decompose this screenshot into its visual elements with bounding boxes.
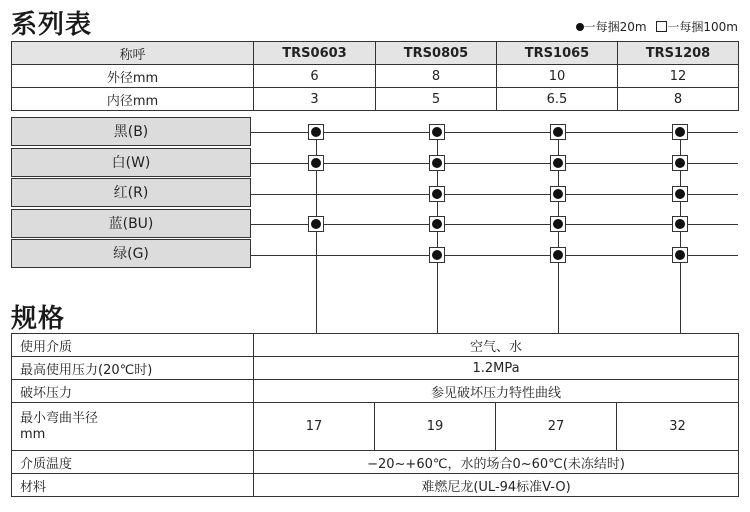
header-model-cell: TRS0603 (254, 42, 376, 65)
spec-row (12, 357, 739, 380)
table-cell: 6 (254, 65, 376, 88)
availability-dot-icon (672, 186, 688, 202)
row-label: 外径mm (12, 65, 254, 88)
open-square-icon (656, 21, 667, 32)
availability-dot-icon (308, 124, 324, 140)
spec-value: −20~+60℃，水的场合0~60℃(未冻结时) (254, 451, 739, 474)
spec-row (12, 380, 739, 403)
series-header-row (12, 42, 739, 65)
spec-label (12, 403, 254, 451)
spec-label: 最高使用压力(20℃时) (12, 357, 254, 380)
spec-value: 32 (617, 403, 739, 451)
availability-dot-icon (550, 216, 566, 232)
table-cell: 5 (376, 88, 497, 111)
table-cell: 8 (618, 88, 739, 111)
spec-row (12, 334, 739, 357)
availability-dot-icon (429, 216, 445, 232)
color-row-line (251, 194, 738, 195)
header-model-cell: TRS1065 (497, 42, 618, 65)
color-label: 白(W) (11, 148, 251, 177)
availability-dot-icon (429, 155, 445, 171)
spec-row (12, 451, 739, 474)
legend (576, 18, 738, 35)
header-model-cell: TRS1208 (618, 42, 739, 65)
spec-value: 空气、水 (254, 334, 739, 357)
spec-label: 材料 (12, 474, 254, 497)
availability-dot-icon (429, 124, 445, 140)
color-row-line (251, 132, 738, 133)
color-label: 红(R) (11, 178, 251, 207)
availability-dot-icon (672, 216, 688, 232)
legend-open-label: 一每捆100m (667, 20, 738, 34)
spec-label: 介质温度 (12, 451, 254, 474)
color-availability-grid (11, 117, 738, 271)
table-cell: 8 (376, 65, 497, 88)
series-table (11, 41, 739, 111)
specs-table (11, 333, 739, 497)
color-row-line (251, 163, 738, 164)
specs-title: 规格 (11, 304, 66, 334)
spec-label: 破坏压力 (12, 380, 254, 403)
availability-dot-icon (672, 155, 688, 171)
table-cell: 3 (254, 88, 376, 111)
row-label: 内径mm (12, 88, 254, 111)
series-table-title: 系列表 (11, 10, 93, 40)
color-row-line (251, 255, 738, 256)
availability-dot-icon (550, 186, 566, 202)
availability-dot-icon (308, 216, 324, 232)
table-cell: 6.5 (497, 88, 618, 111)
color-row-line (251, 224, 738, 225)
spec-value: 难燃尼龙(UL-94标准V-O) (254, 474, 739, 497)
bend-label-line2: mm (20, 426, 46, 442)
header-model-cell: TRS0805 (376, 42, 497, 65)
availability-dot-icon (672, 124, 688, 140)
availability-dot-icon (672, 247, 688, 263)
table-cell: 10 (497, 65, 618, 88)
header-name-cell: 称呼 (12, 42, 254, 65)
outer-diameter-row (12, 65, 739, 88)
table-cell: 12 (618, 65, 739, 88)
spec-value: 17 (254, 403, 375, 451)
availability-dot-icon (429, 186, 445, 202)
color-label: 蓝(BU) (11, 209, 251, 238)
spec-row (12, 403, 739, 451)
availability-dot-icon (550, 247, 566, 263)
spec-value: 27 (496, 403, 617, 451)
inner-diameter-row (12, 88, 739, 111)
bend-label-line1: 最小弯曲半径 (20, 410, 99, 426)
spec-row (12, 474, 739, 497)
availability-dot-icon (550, 124, 566, 140)
availability-dot-icon (429, 247, 445, 263)
filled-dot-icon (576, 23, 584, 31)
spec-label: 使用介质 (12, 334, 254, 357)
spec-value: 1.2MPa (254, 357, 739, 380)
availability-dot-icon (308, 155, 324, 171)
legend-filled-label: 一每捆20m (583, 20, 647, 34)
spec-value: 参见破坏压力特性曲线 (254, 380, 739, 403)
availability-dot-icon (550, 155, 566, 171)
color-label: 黑(B) (11, 117, 251, 146)
color-label: 绿(G) (11, 239, 251, 268)
spec-value: 19 (375, 403, 496, 451)
